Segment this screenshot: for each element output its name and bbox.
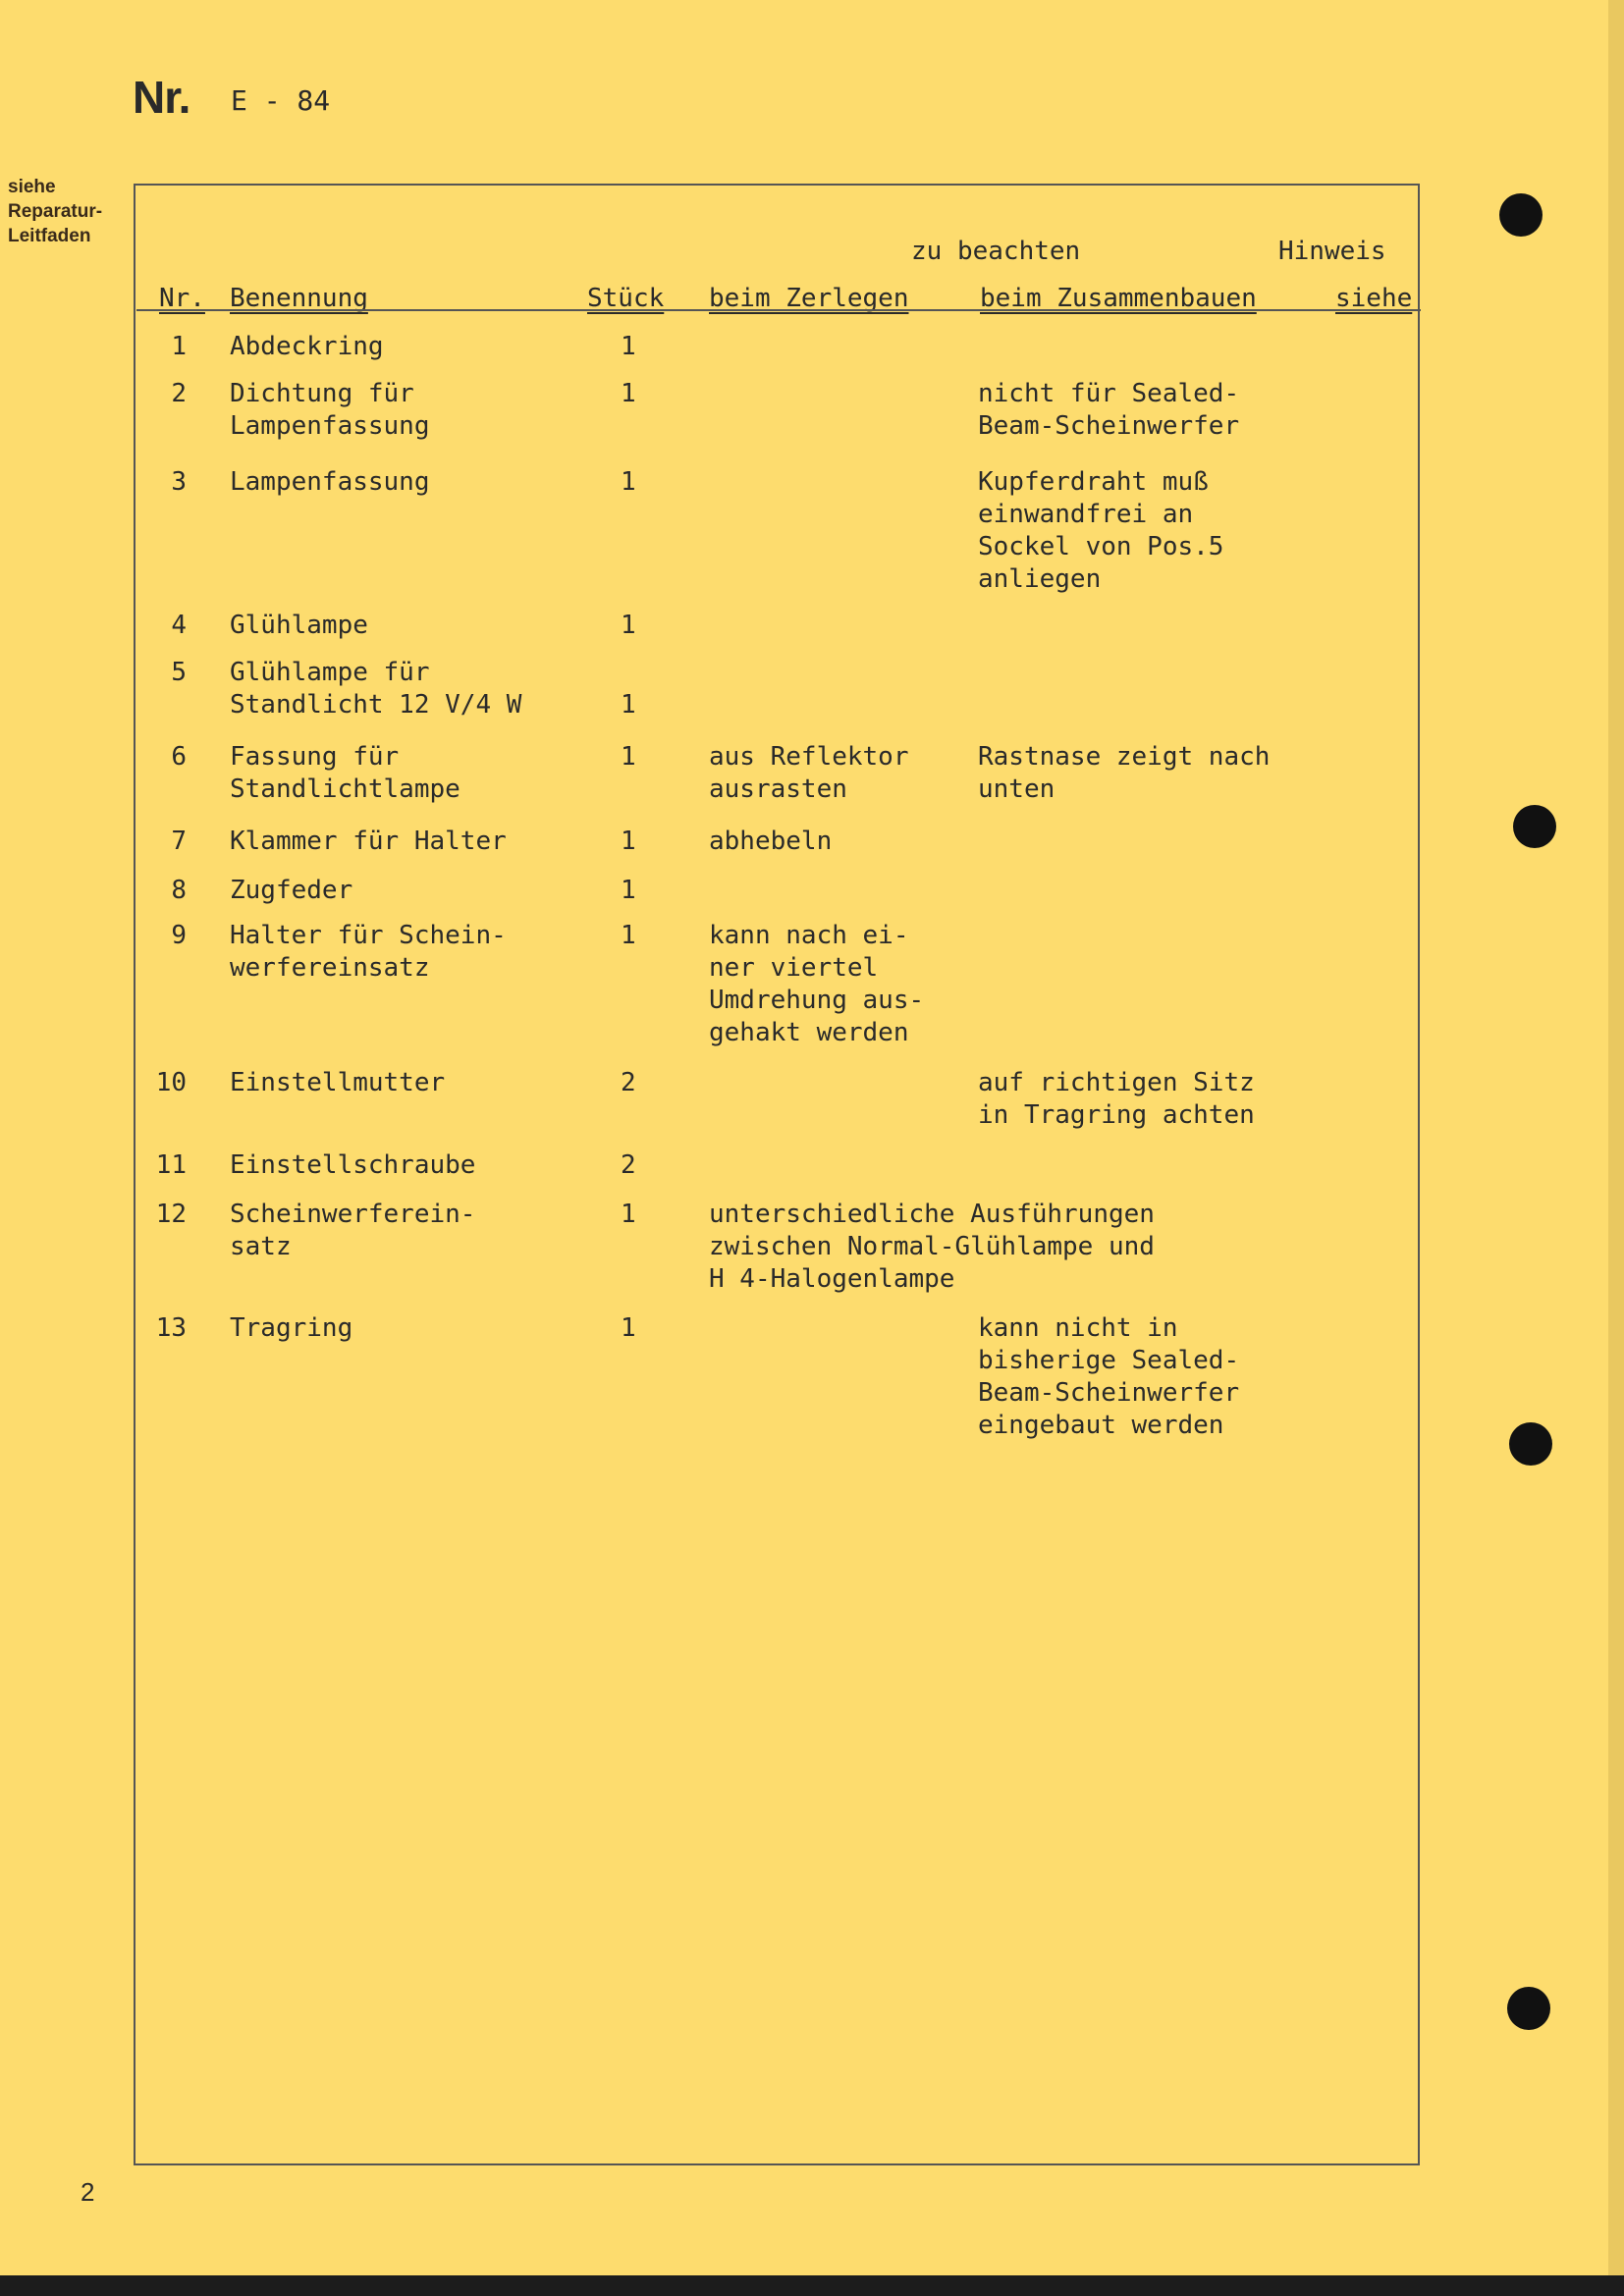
group-header-zu-beachten: zu beachten	[911, 237, 1081, 266]
row-stueck: 1	[621, 690, 636, 720]
row-zusammenbauen: Kupferdraht muß einwandfrei an Sockel von Pos.5 anliegen	[978, 467, 1224, 594]
punch-hole	[1513, 805, 1556, 848]
col-header-zerlegen: beim Zerlegen	[709, 284, 909, 313]
row-zerlegen: unterschiedliche Ausführungen zwischen Normal-Glühlampe und H 4-Halogenlampe	[709, 1200, 1155, 1294]
row-stueck: 1	[621, 742, 636, 772]
col-header-stueck: Stück	[587, 284, 665, 313]
row-nr: 5	[171, 658, 187, 687]
col-header-benennung: Benennung	[230, 284, 368, 313]
row-stueck: 1	[621, 1313, 636, 1343]
row-stueck: 1	[621, 1200, 636, 1229]
row-nr: 13	[155, 1313, 187, 1343]
row-zusammenbauen: nicht für Sealed- Beam-Scheinwerfer	[978, 379, 1240, 441]
header-rule	[136, 309, 1421, 311]
row-benennung: Klammer für Halter	[230, 827, 507, 856]
col-header-siehe: siehe	[1335, 284, 1413, 313]
document-nr-label: Nr.	[133, 72, 190, 123]
row-benennung: Glühlampe für Standlicht 12 V/4 W	[230, 658, 522, 720]
row-nr: 9	[171, 921, 187, 950]
bottom-edge	[0, 2275, 1624, 2296]
row-stueck: 1	[621, 467, 636, 497]
page-number: 2	[81, 2177, 95, 2207]
side-note	[8, 175, 102, 248]
row-benennung: Zugfeder	[230, 876, 353, 905]
row-zusammenbauen: auf richtigen Sitz in Tragring achten	[978, 1068, 1255, 1130]
row-stueck: 1	[621, 921, 636, 950]
header-hinweis: Hinweis	[1278, 237, 1386, 266]
row-stueck: 1	[621, 332, 636, 361]
row-nr: 6	[171, 742, 187, 772]
row-stueck: 2	[621, 1150, 636, 1180]
row-zerlegen: abhebeln	[709, 827, 833, 856]
row-stueck: 2	[621, 1068, 636, 1097]
row-nr: 8	[171, 876, 187, 905]
row-nr: 7	[171, 827, 187, 856]
row-benennung: Fassung für Standlichtlampe	[230, 742, 460, 804]
row-zusammenbauen: Rastnase zeigt nach unten	[978, 742, 1271, 804]
row-stueck: 1	[621, 611, 636, 640]
col-header-nr: Nr.	[159, 284, 205, 313]
row-stueck: 1	[621, 876, 636, 905]
side-note-line: Reparatur-	[8, 201, 103, 222]
punch-hole	[1509, 1422, 1552, 1466]
row-benennung: Abdeckring	[230, 332, 384, 361]
row-nr: 4	[171, 611, 187, 640]
row-benennung: Tragring	[230, 1313, 353, 1343]
side-note-line: siehe	[8, 177, 56, 197]
row-stueck: 1	[621, 827, 636, 856]
row-benennung: Einstellmutter	[230, 1068, 446, 1097]
row-benennung: Scheinwerferein- satz	[230, 1200, 476, 1261]
row-stueck: 1	[621, 379, 636, 408]
row-benennung: Lampenfassung	[230, 467, 430, 497]
punch-hole	[1507, 1987, 1550, 2030]
side-note-line: Leitfaden	[8, 226, 91, 246]
row-zerlegen: aus Reflektor ausrasten	[709, 742, 909, 804]
row-zusammenbauen: kann nicht in bisherige Sealed- Beam-Scheinwerfer eingebaut werden	[978, 1313, 1240, 1440]
row-nr: 2	[171, 379, 187, 408]
row-nr: 11	[155, 1150, 187, 1180]
row-benennung: Dichtung für Lampenfassung	[230, 379, 430, 441]
document-code: E - 84	[231, 84, 331, 117]
page-right-edge	[1608, 0, 1624, 2275]
row-benennung: Einstellschraube	[230, 1150, 476, 1180]
row-nr: 1	[171, 332, 187, 361]
row-nr: 10	[155, 1068, 187, 1097]
row-zerlegen: kann nach ei- ner viertel Umdrehung aus- gehakt werden	[709, 921, 925, 1047]
punch-hole	[1499, 193, 1543, 237]
row-benennung: Glühlampe	[230, 611, 368, 640]
row-benennung: Halter für Schein- werfereinsatz	[230, 921, 507, 983]
parts-table	[134, 184, 1420, 2165]
row-nr: 12	[155, 1200, 187, 1229]
col-header-zusammenbauen: beim Zusammenbauen	[980, 284, 1257, 313]
row-nr: 3	[171, 467, 187, 497]
